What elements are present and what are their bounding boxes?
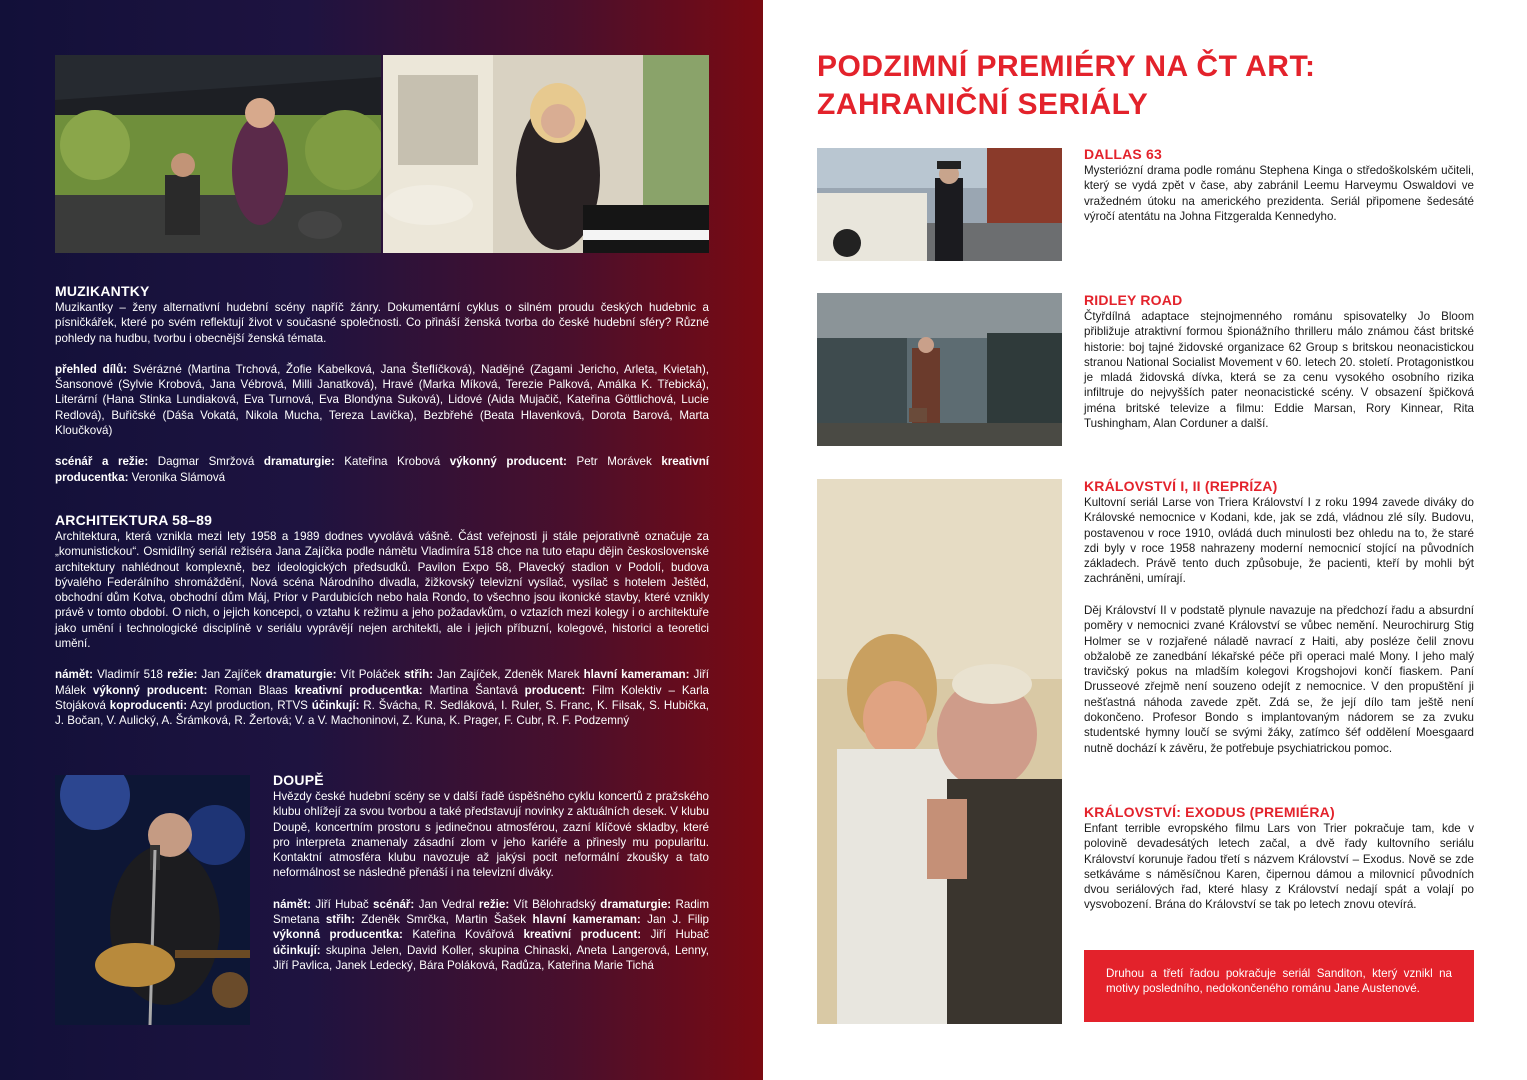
- credit-value: Radim Smetana: [273, 897, 709, 927]
- sanditon-note-box: [1084, 950, 1474, 1022]
- architektura-text-block: [55, 529, 709, 729]
- credit-value: Vít Bělohradský: [509, 897, 601, 911]
- muzikantky-text-block: [55, 300, 709, 485]
- left-page: [0, 0, 763, 1080]
- doupe-text-block: [273, 789, 709, 973]
- credit-label: dramaturgie:: [265, 668, 337, 682]
- credit-label: hlavní kameraman:: [532, 913, 641, 927]
- photo-ridley-road: [817, 293, 1062, 446]
- right-page: [763, 0, 1527, 1080]
- episodes-label: přehled dílů:: [55, 362, 128, 376]
- doupe-credits: [273, 897, 709, 973]
- credit-label: kreativní producentka:: [294, 683, 423, 697]
- credit-value: Kateřina Kovářová: [402, 928, 524, 942]
- credit-label: účinkují:: [273, 943, 321, 957]
- page-title-line2: ZAHRANIČNÍ SERIÁLY: [817, 88, 1149, 121]
- muzikantky-credits: [55, 454, 709, 485]
- credit-label: producent:: [524, 683, 586, 697]
- kralovstvi-title: KRÁLOVSTVÍ I, II (REPRÍZA): [1084, 478, 1278, 494]
- credit-label: námět:: [273, 897, 312, 911]
- credit-value: Dagmar Smržová: [148, 455, 264, 469]
- credit-value: Azyl production, RTVS: [187, 698, 312, 712]
- credit-value: R. Švácha, R. Sedláková, I. Ruler, S. Franc, K. Filsak, S. Hubička, J. Bočan, V. Aulický, A. Šrámková, R. Žertová; V. a V. Machoninovi, Z. Kuna, K. Prager, F. Cubr, R. F. Podzemný: [55, 698, 709, 728]
- exodus-description: Enfant terrible evropského filmu Lars von Trier pokračuje tam, kde v polovině devadesátých letech začal, a dvě řady kultovního seriálu Království korunuje řadou třetí s názvem Království – Exodus. Nově se zde setkáváme s náměsíčnou Karen, čipernou dámou a milovnicí původních dvou seriálových řad, které hlasy z Království nedají spát a volají po vysvobození. Brána do Království se tak po letech znovu otevírá.: [1084, 822, 1474, 912]
- ridley-description: Čtyřdílná adaptace stejnojmenného románu spisovatelky Jo Bloom přibližuje atraktivní formou špionážního thrilleru málo známou část britské historie: boj tajné židovské organizace 62 Group s britskou neonacistickou stranou National Socialist Movement v 60. letech 20. století. Protagonistkou je mladá židovská dívka, která se za cenu vysokého osobního rizika infiltruje do nejvyšších pater neonacistické scény. V obsazení špičková jména britské televize a filmu: Eddie Marsan, Rory Kinnear, Rita Tushingham, Alan Corduner a další.: [1084, 310, 1474, 431]
- credit-label: režie:: [167, 668, 198, 682]
- credit-label: výkonná producentka:: [273, 928, 403, 942]
- exodus-title: KRÁLOVSTVÍ: EXODUS (PREMIÉRA): [1084, 804, 1335, 820]
- dallas-title: DALLAS 63: [1084, 146, 1163, 162]
- credit-value: Petr Morávek: [566, 455, 662, 469]
- architektura-credits: [55, 667, 709, 728]
- photo-dallas-63: [817, 148, 1062, 261]
- credit-label: výkonný producent:: [92, 683, 208, 697]
- sanditon-note-text: Druhou a třetí řadou pokračuje seriál Sanditon, který vznikl na motivy posledního, nedokončeného románu Jane Austenové.: [1106, 967, 1452, 996]
- muzikantky-description: Muzikantky – ženy alternativní hudební scény napříč žánry. Dokumentární cyklus o silném proudu českých hudebnic a písničkářek, které po svém reflektují život v současné společnosti. Co přináší ženská tvorba do české hudební sféry? Různé pohledy na hudbu, tvorbu i obecnější ženská témata.: [55, 301, 709, 345]
- photo-muzikantky-band: [55, 55, 381, 253]
- credit-value: Jiří Hubač: [641, 928, 709, 942]
- credit-value: Jiří Málek: [55, 668, 709, 697]
- credit-value: Jan Zajíček, Zdeněk Marek: [433, 668, 584, 682]
- photo-doupe-singer: [55, 775, 250, 1025]
- credit-value: Veronika Slámová: [128, 470, 226, 484]
- credit-value: Kateřina Krobová: [334, 455, 450, 469]
- credit-value: Zdeněk Smrčka, Martin Šašek: [354, 913, 533, 927]
- credit-label: kreativní producent:: [523, 928, 642, 942]
- episodes-text: Svérázné (Martina Trchová, Žofie Kabelková, Jana Šteflíčková), Nadějné (Zagami Jericho, Arleta, Kvietah), Šansonové (Sylvie Krobová, Jana Vébrová, Milli Janatková), Hravé (Marka Míková, Terezie Palková, Amálka K. Třebická), Literární (Hana Stinka Lundiaková, Eva Turnová, Eva Blondýna Suková), Lidové (Aida Mujačič, Kateřina Göttlichová, Lucie Redlová), Buřičské (Dáša Vokatá, Nikola Mucha, Tereza Lavička), Bezbřehé (Beata Hlavenková, Dorota Barová, Marta Kloučková): [55, 362, 709, 438]
- credit-value: Vít Poláček: [336, 668, 405, 682]
- doupe-title: DOUPĚ: [273, 772, 324, 788]
- architektura-title: ARCHITEKTURA 58–89: [55, 512, 213, 528]
- credit-value: Jan Zajíček: [197, 668, 266, 682]
- credit-label: účinkují:: [311, 698, 360, 712]
- credit-value: Martina Šantavá: [422, 683, 525, 697]
- credit-label: dramaturgie:: [263, 455, 335, 469]
- credit-label: scénář a režie:: [55, 455, 149, 469]
- ridley-title: RIDLEY ROAD: [1084, 292, 1183, 308]
- credit-label: výkonný producent:: [449, 455, 567, 469]
- credit-value: Roman Blaas: [207, 683, 295, 697]
- credit-value: Jiří Hubač: [311, 897, 374, 911]
- credit-label: střih:: [404, 668, 434, 682]
- credit-label: střih:: [325, 913, 355, 927]
- credit-label: námět:: [55, 668, 94, 682]
- muzikantky-episodes: [55, 362, 709, 438]
- dallas-description: Mysteriózní drama podle románu Stephena Kinga o středoškolském učiteli, který se vydá zpět v čase, aby zabránil Leemu Harveymu Oswaldovi ve vražedném útoku na amerického prezidenta. Seriál připomene šedesáté výročí atentátu na Johna Fitzgeralda Kennedyho.: [1084, 164, 1474, 223]
- credit-label: dramaturgie:: [600, 897, 672, 911]
- architektura-description: Architektura, která vznikla mezi lety 1958 a 1989 dodnes vyvolává vášně. Část veřejnosti ji stále pejorativně označuje za „komunistickou“. Osmidílný seriál režiséra Jana Zajíčka podle námětu Vladimíra 518 chce na tuto etapu dějin československé architektury nahlédnout komplexně, bez ideologických předsudků. Pavilon Expo 58, Plavecký stadion v Podolí, budova bývalého Federálního shromáždění, Nová scéna Národního divadla, žižkovský televizní vysílač, vysílač s hotelem Ještěd, obchodní dům Kotva, obchodní dům Máj, Prior v Pardubicích nebo hala Rondo, to všechno jsou ikonické stavby, které vznikly právě v tomto období. O nich, o jejich koncepci, o vztahu k režimu a jeho požadavkům, o vztazích mezi kolegy i o architektuře jako umění i technologické disciplíně v seriálu vyprávějí nejen architekti, ale i jejich příbuzní, kolegové, historici a teoretici umění.: [55, 530, 709, 651]
- doupe-description: Hvězdy české hudební scény se v další řadě úspěšného cyklu koncertů z pražského klubu ohlížejí za svou tvorbou a také představují novinky z aktuálních desek. V klubu Doupě, koncertním prostoru s jedinečnou atmosférou, zazní klíčové skladby, které pro interpreta znamenaly zásadní zlom v jeho kariéře a přinesly mu popularitu. Kontaktní atmosféra klubu navozuje až jakýsi pocit neformální zkoušky a tato neformálnost se následně přenáší i na televizní diváky.: [273, 790, 709, 880]
- credit-label: koproducenti:: [109, 698, 188, 712]
- credit-value: Jan J. Filip: [640, 913, 709, 927]
- credit-label: režie:: [478, 897, 510, 911]
- credit-value: Vladimír 518: [93, 668, 168, 682]
- credit-value: Jan Vedral: [414, 897, 479, 911]
- photo-muzikantky-piano: [383, 55, 709, 253]
- credit-label: hlavní kameraman:: [583, 668, 690, 682]
- page-title: [817, 48, 1315, 124]
- kralovstvi-description-2: Děj Království II v podstatě plynule navazuje na předchozí řadu a absurdní poměry v nemocnici zvané Království se vůbec nemění. Neurochirurg Stig Holmer se v rozjařené náladě navrací z Haiti, aby posléze čelil znovu obžalobě ze zanedbání lékařské péče při operaci malé Mony. I jeho malý travičský pokus na mladším kolegovi Krogshojovi končí fiaskem. Paní Drusseové zřejmě není souzeno odejít z nemocnice. V den propuštění ji nešťastná náhoda zavede zpět. Zdá se, že její dílo tam ještě není dokončeno. Profesor Bondo s implantovaným nádorem se za zvuku studentské hymny loučí se svými žáky, zatímco šéf oddělení Moesgaard nutně dochází k závěru, že potřebuje psychiatrickou pomoc.: [1084, 604, 1474, 755]
- page-title-line1: PODZIMNÍ PREMIÉRY NA ČT ART:: [817, 50, 1316, 83]
- credit-label: kreativní producentka:: [55, 455, 710, 484]
- credit-value: Film Kolektiv – Karla Stojáková: [55, 683, 709, 712]
- muzikantky-title: MUZIKANTKY: [55, 283, 150, 299]
- photo-kralovstvi: [817, 479, 1062, 1024]
- credit-label: scénář:: [373, 897, 415, 911]
- credit-value: skupina Jelen, David Koller, skupina Chinaski, Aneta Langerová, Lenny, Jiří Pavlica, Janek Ledecký, Bára Poláková, Radůza, Kateřina Marie Tichá: [273, 943, 709, 972]
- kralovstvi-description-1: Kultovní seriál Larse von Triera Království I z roku 1994 zavede diváky do Královské nemocnice v Kodani, kde, jak se zdá, vládnou zlé síly. Budovu, postavenou v roce 1910, ovládá duch minulosti bez ohledu na to, že staré zdi byly v roce 1958 nahrazeny moderní nemocnicí stojící na původních základech. Právě tento duch způsobuje, že pacienti, kteří by mohli být zachráněni, umírají.: [1084, 496, 1474, 586]
